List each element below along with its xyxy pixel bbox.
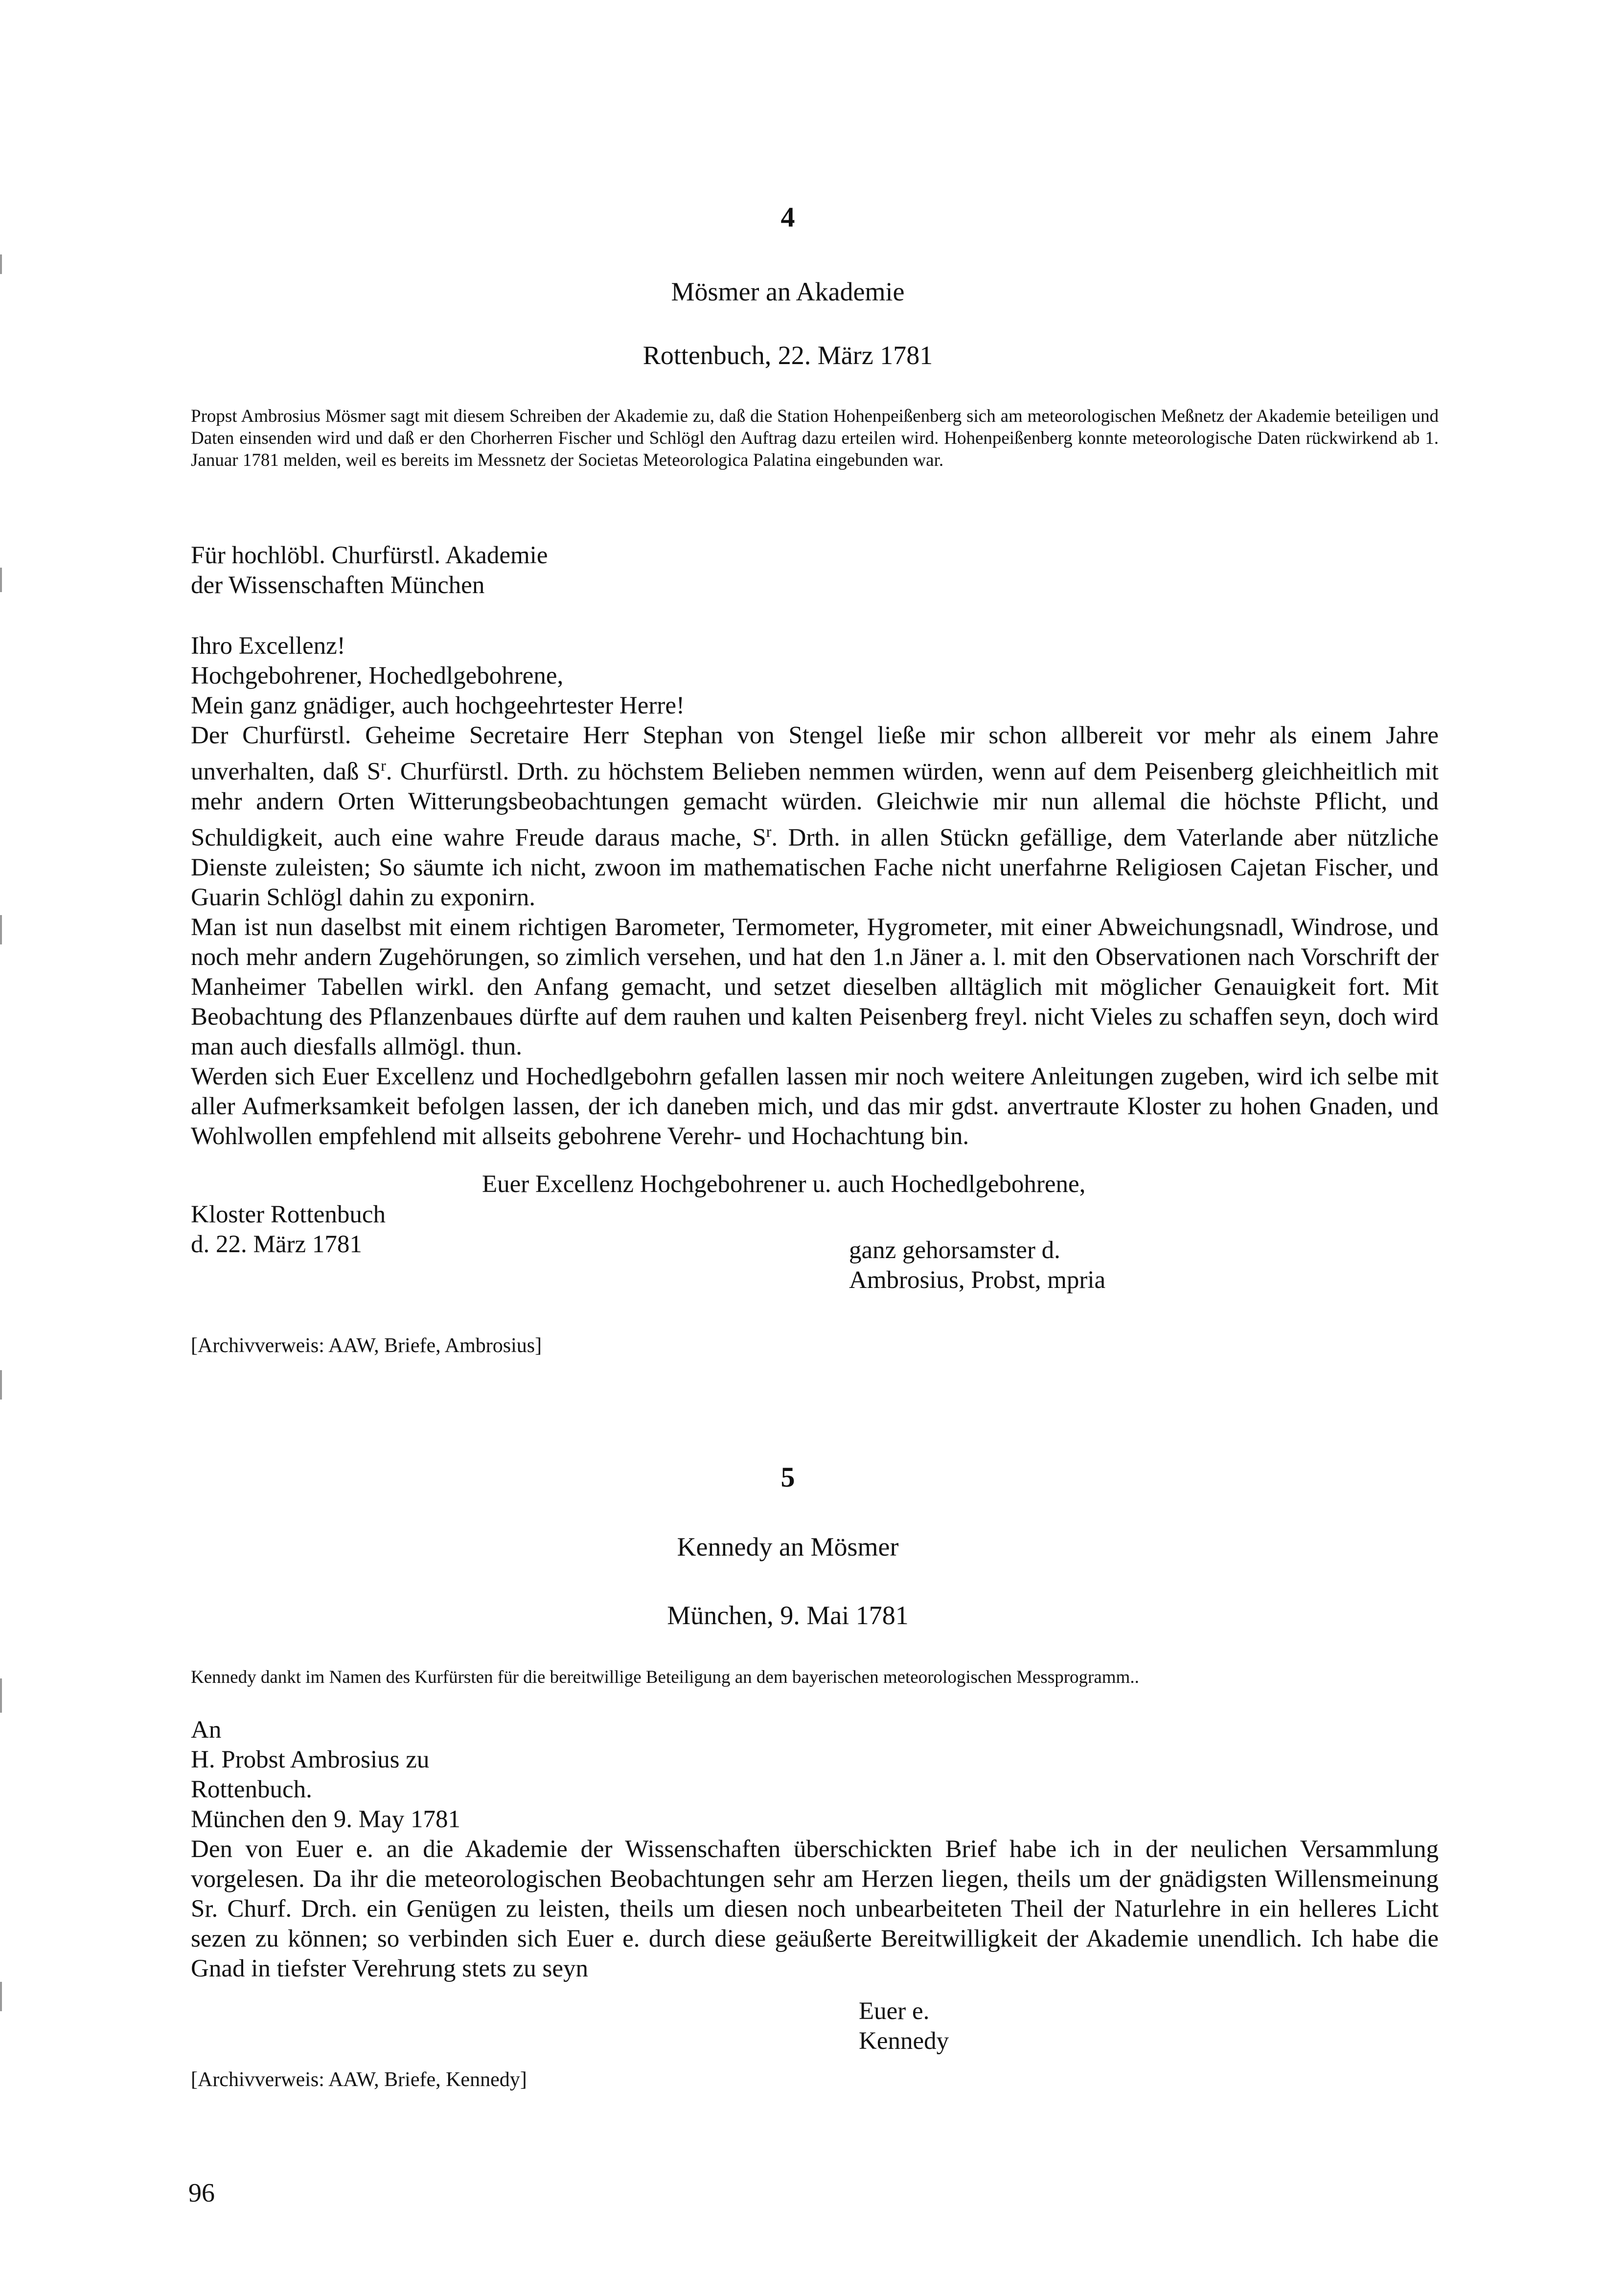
- letter-dateline: Rottenbuch, 22. März 1781: [642, 341, 933, 370]
- letter-signature: [859, 1997, 1446, 2056]
- signature-line: ganz gehorsamster d.: [849, 1237, 1060, 1264]
- letter-signature: [849, 1236, 1436, 1295]
- letter-title: Kennedy an Mösmer: [677, 1532, 899, 1561]
- address-line: München den 9. May 1781: [191, 1806, 460, 1833]
- letter-body: [191, 631, 1439, 1151]
- body-paragraph: Werden sich Euer Excellenz und Hochedlgebohrn gefallen lassen mir noch weitere Anleitungen zugeben, wird ich selbe mit aller Aufmerksamkeit befolgen lassen, der ich daneben mich, und das mir gdst. anvertraute Kloster zu hohen Gnaden, und Wohlwollen empfehlend mit allseits gebohrene Verehr- und Hochachtung bin.: [191, 1063, 1439, 1150]
- body-paragraph: Den von Euer e. an die Akademie der Wissenschaften überschickten Brief habe ich in der neulichen Versammlung vorgelesen. Da ihr die meteorologischen Beobachtungen sehr am Herzen liegen, theils um der gnädigsten Willensmeinung Sr. Churf. Drch. ein Genügen zu leisten, theils um diesen noch unbearbeiteten Theil der Naturlehre in ein helleres Licht sezen zu können; so verbinden sich Euer e. durch diese geäußerte Bereitwilligkeit der Akademie unendlich. Ich habe die Gnad in tiefster Verehrung stets zu seyn: [191, 1836, 1439, 1982]
- address-line: H. Probst Ambrosius zu: [191, 1746, 430, 1773]
- salutation-line: Mein ganz gnädiger, auch hochgeehrtester Herre!: [191, 692, 685, 719]
- letter-address: [191, 541, 1439, 600]
- scan-edge-mark: [0, 1982, 2, 2011]
- paragraph-text: . Churfürstl. Drth. zu höchstem Belieben nemmen würden, wenn auf dem Peisenberg gleichheitlich mit mehr andern Orten Witterungsbeobachtungen gemacht würden. Gleichwie mir nun allemal die höchste Pflicht, und Schuldigkeit, auch eine wahre Freude daraus mache, S: [191, 758, 1439, 851]
- scan-edge-mark: [0, 254, 2, 274]
- page-number: 96: [188, 2178, 215, 2207]
- archive-reference: [Archivverweis: AAW, Briefe, Ambrosius]: [191, 1334, 542, 1357]
- signature-line: Ambrosius, Probst, mpria: [849, 1266, 1106, 1294]
- address-line: Für hochlöbl. Churfürstl. Akademie: [191, 542, 548, 569]
- body-paragraph: Man ist nun daselbst mit einem richtigen Barometer, Termometer, Hygrometer, mit einer Abweichungsnadl, Windrose, und noch mehr andern Zugehörungen, so zimlich versehen, und hat den 1.n Jäner a. l. mit den Observationen nach Vorschrift der Manheimer Tabellen wirkl. den Anfang gemacht, und setzet dieselben alltäglich mit möglicher Genauigkeit fort. Mit Beobachtung des Pflanzenbaues dürfte auf dem rauhen und kalten Peisenberg freyl. nicht Vieles zu schaffen seyn, doch wird man auch diesfalls allmögl. thun.: [191, 914, 1439, 1060]
- letter-title: Mösmer an Akademie: [671, 277, 905, 306]
- letter-summary: Kennedy dankt im Namen des Kurfürsten für die bereitwillige Beteiligung an dem bayerischen meteorologischen Messprogramm..: [191, 1667, 1139, 1687]
- address-line: An: [191, 1716, 222, 1744]
- signature-line: Euer e.: [859, 1998, 930, 2025]
- scan-edge-mark: [0, 1370, 2, 1400]
- place-line: Kloster Rottenbuch: [191, 1201, 386, 1228]
- salutation-line: Ihro Excellenz!: [191, 632, 345, 660]
- date-line: d. 22. März 1781: [191, 1231, 362, 1258]
- letter-number: 5: [780, 1461, 795, 1493]
- letter-number: 4: [780, 201, 795, 233]
- letter-body: [191, 1715, 1439, 1984]
- paragraph-text: Der Churfürstl. Geheime Secretaire Herr Stephan von Stengel ließe mir schon allbereit vor mehr als einem Jahre unverhalten, daß S: [191, 722, 1439, 785]
- closing-line: Euer Excellenz Hochgebohrener u. auch Hochedlgebohrene,: [482, 1171, 1086, 1198]
- scan-edge-mark: [0, 568, 2, 592]
- scan-edge-mark: [0, 915, 2, 944]
- body-paragraph: [191, 721, 1439, 913]
- salutation-line: Hochgebohrener, Hochedlgebohrene,: [191, 662, 564, 689]
- letter-summary: Propst Ambrosius Mösmer sagt mit diesem Schreiben der Akademie zu, daß die Station Hohenpeißenberg sich am meteorologischen Meßnetz der Akademie beteiligen und Daten einsenden wird und daß er den Chorherren Fischer und Schlögl den Auftrag dazu erteilen wird. Hohenpeißenberg konnte meteorologische Daten rückwirkend ab 1. Januar 1781 melden, weil es bereits im Messnetz der Societas Meteorologica Palatina eingebunden war.: [191, 406, 1439, 470]
- superscript: r: [766, 823, 772, 840]
- signature-line: Kennedy: [859, 2027, 949, 2055]
- letter-dateline: München, 9. Mai 1781: [667, 1601, 909, 1630]
- paragraph-text: . Drth. in allen Stückn gefällige, dem Vaterlande aber nützliche Dienste zuleisten; So säumte ich nicht, zwoon im mathematischen Fache nicht unerfahrne Religiosen Cajetan Fischer, und Guarin Schlögl dahin zu exponirn.: [191, 824, 1439, 911]
- letter-closing: [482, 1170, 1461, 1199]
- address-line: der Wissenschaften München: [191, 572, 485, 599]
- scan-edge-mark: [0, 1678, 2, 1713]
- archive-reference: [Archivverweis: AAW, Briefe, Kennedy]: [191, 2068, 527, 2091]
- address-line: Rottenbuch.: [191, 1776, 312, 1803]
- superscript: r: [381, 757, 386, 774]
